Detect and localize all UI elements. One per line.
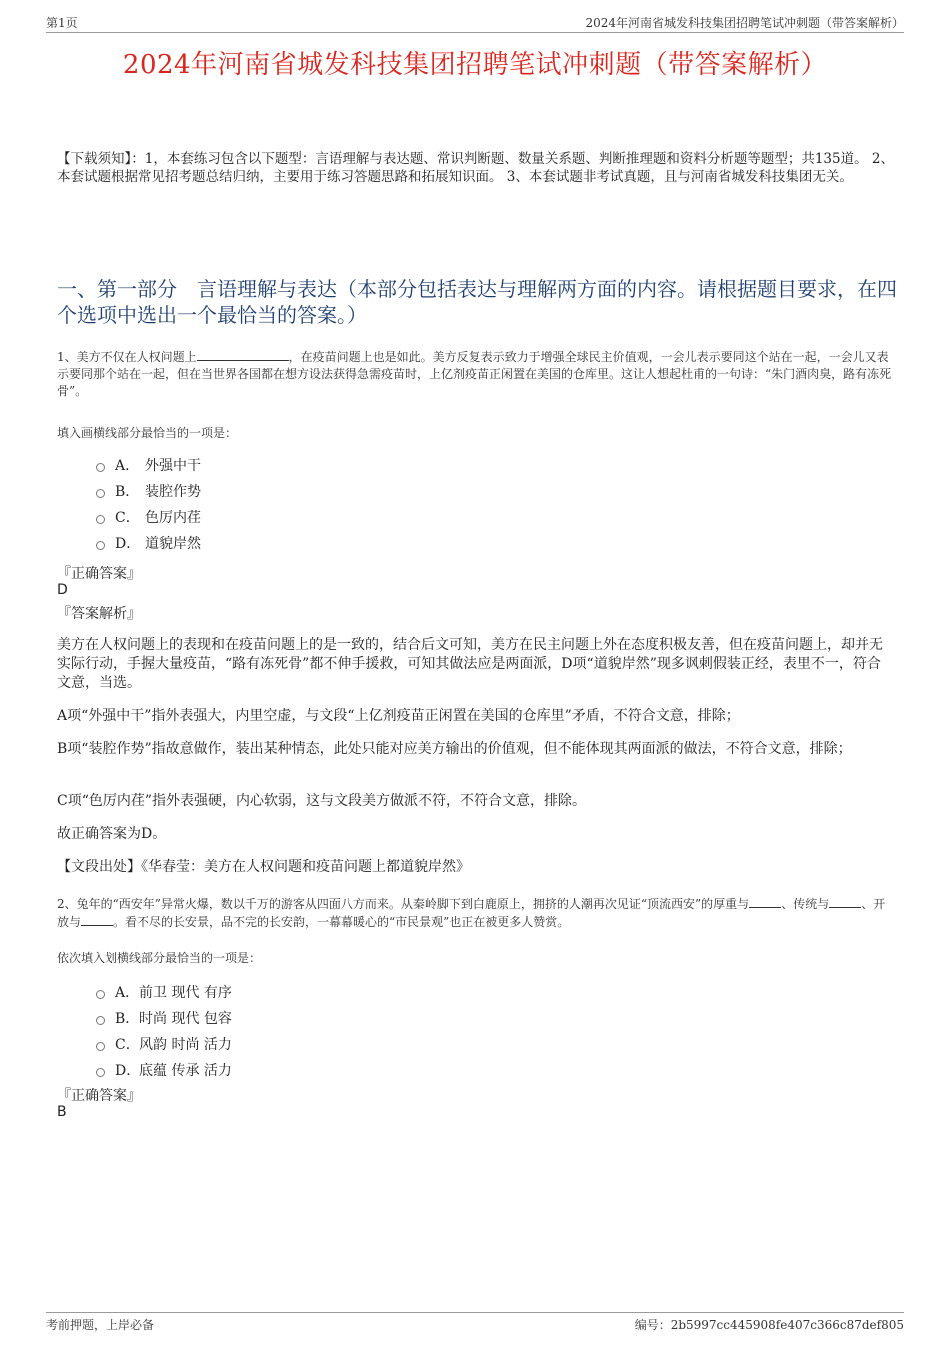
analysis-paragraph: B项“装腔作势”指故意做作，装出某种情态，此处只能对应美方输出的价值观，但不能体现其两面派的做法，不符合文意，排除； [57, 741, 852, 757]
option-text: 时尚 现代 包容 [139, 1011, 232, 1027]
option-text: 色厉内荏 [145, 510, 201, 526]
header-doc-title: 2024年河南省城发科技集团招聘笔试冲刺题（带答案解析） [585, 16, 904, 30]
source-citation: 【文段出处】《华春莹：美方在人权问题和疫苗问题上都道貌岸然》 [57, 859, 470, 875]
option-c[interactable] [96, 1031, 232, 1057]
radio-icon[interactable] [96, 541, 105, 550]
question-2-options [96, 979, 232, 1083]
option-text: 道貌岸然 [145, 536, 201, 552]
answer-blank [829, 895, 861, 908]
answer-blank [749, 895, 781, 908]
question-1-text-part: 1、美方不仅在人权问题上 [57, 350, 197, 364]
option-letter: A． [115, 458, 140, 474]
radio-icon[interactable] [96, 463, 105, 472]
question-2-text-part: 。看不尽的长安景，品不完的长安韵，一幕幕暖心的“市民景观”也正在被更多人赞赏。 [113, 915, 570, 929]
option-letter: C． [115, 1037, 140, 1053]
question-2-prompt: 依次填入划横线部分最恰当的一项是： [57, 951, 262, 965]
question-2-text-part: 、传统与 [781, 897, 830, 911]
radio-icon[interactable] [96, 1068, 105, 1077]
option-text: 装腔作势 [145, 484, 201, 500]
analysis-paragraph: C项“色厉内荏”指外表强硬，内心软弱，这与文段美方做派不符，不符合文意，排除。 [57, 793, 587, 809]
question-2-text [57, 895, 892, 931]
option-letter: B． [115, 1011, 140, 1027]
answer-blank [197, 348, 289, 361]
radio-icon[interactable] [96, 515, 105, 524]
correct-answer-label: 『正确答案』 [57, 566, 141, 582]
document-id: 编号：2b5997cc445908fe407c366c87def805 [634, 1318, 904, 1332]
analysis-conclusion: 故正确答案为D。 [57, 826, 167, 842]
analysis-paragraph: 美方在人权问题上的表现和在疫苗问题上的是一致的，结合后文可知，美方在民主问题上外在态度积极友善，但在疫苗问题上，却并无实际行动，手握大量疫苗，“路有冻死骨”都不伸手援救，可知其做法应是两面派，D项“道貌岸然”现多讽刺假装正经，表里不一，符合文意，当选。 [57, 637, 883, 691]
option-letter: C． [115, 510, 140, 526]
correct-answer: B [57, 1104, 67, 1120]
download-notice: 【下载须知】：1，本套练习包含以下题型：言语理解与表达题、常识判断题、数量关系题、判断推理题和资料分析题等题型；共135道。 2、本套试题根据常见招考题总结归纳，主要用于练习答题思路和拓展知识面。 3、本套试题非考试真题，且与河南省城发科技集团无关。 [57, 151, 894, 185]
option-b[interactable] [96, 1005, 232, 1031]
option-letter: D． [115, 536, 141, 552]
option-letter: D． [115, 1063, 141, 1079]
option-d[interactable] [96, 530, 201, 556]
question-2-text-part: 、开放与 [57, 897, 886, 929]
option-d[interactable] [96, 1057, 232, 1083]
option-letter: B． [115, 484, 140, 500]
question-2-text-part: 2、兔年的“西安年”异常火爆，数以千万的游客从四面八方而来。从秦岭脚下到白鹿原上，拥挤的人潮再次见证“顶流西安”的厚重与 [57, 897, 750, 911]
section-heading: 一、第一部分 言语理解与表达（本部分包括表达与理解两方面的内容。请根据题目要求，在四个选项中选出一个最恰当的答案。） [57, 277, 897, 327]
page-footer [46, 1312, 904, 1333]
correct-answer: D [57, 582, 68, 598]
question-1-prompt: 填入画横线部分最恰当的一项是： [57, 426, 238, 440]
radio-icon[interactable] [96, 1016, 105, 1025]
option-a[interactable] [96, 979, 232, 1005]
question-1-options [96, 452, 201, 556]
option-text: 底蕴 传承 活力 [139, 1063, 232, 1079]
analysis-label: 『答案解析』 [57, 606, 141, 622]
page-number: 第1页 [46, 16, 78, 30]
question-1-text-part: ，在疫苗问题上也是如此。美方反复表示致力于增强全球民主价值观，一会儿表示要同这个站在一起，一会儿又表示要同那个站在一起，但在当世界各国都在想方设法获得急需疫苗时，上亿剂疫苗正闲置在美国的仓库里。这让人想起杜甫的一句诗：“朱门酒肉臭，路有冻死骨”。 [57, 350, 892, 398]
option-text: 前卫 现代 有序 [139, 985, 232, 1001]
correct-answer-label: 『正确答案』 [57, 1088, 141, 1104]
footer-slogan: 考前押题，上岸必备 [46, 1318, 155, 1332]
option-letter: A． [115, 985, 140, 1001]
radio-icon[interactable] [96, 489, 105, 498]
radio-icon[interactable] [96, 1042, 105, 1051]
option-b[interactable] [96, 478, 201, 504]
answer-blank [81, 913, 113, 926]
option-text: 外强中干 [145, 458, 201, 474]
question-1-text [57, 348, 892, 400]
analysis-paragraph: A项“外强中干”指外表强大，内里空虚，与文段“上亿剂疫苗正闲置在美国的仓库里”矛盾，不符合文意，排除； [57, 708, 740, 724]
radio-icon[interactable] [96, 990, 105, 999]
option-text: 风韵 时尚 活力 [139, 1037, 232, 1053]
page-header [46, 14, 904, 33]
document-title: 2024年河南省城发科技集团招聘笔试冲刺题（带答案解析） [122, 50, 828, 80]
option-a[interactable] [96, 452, 201, 478]
option-c[interactable] [96, 504, 201, 530]
